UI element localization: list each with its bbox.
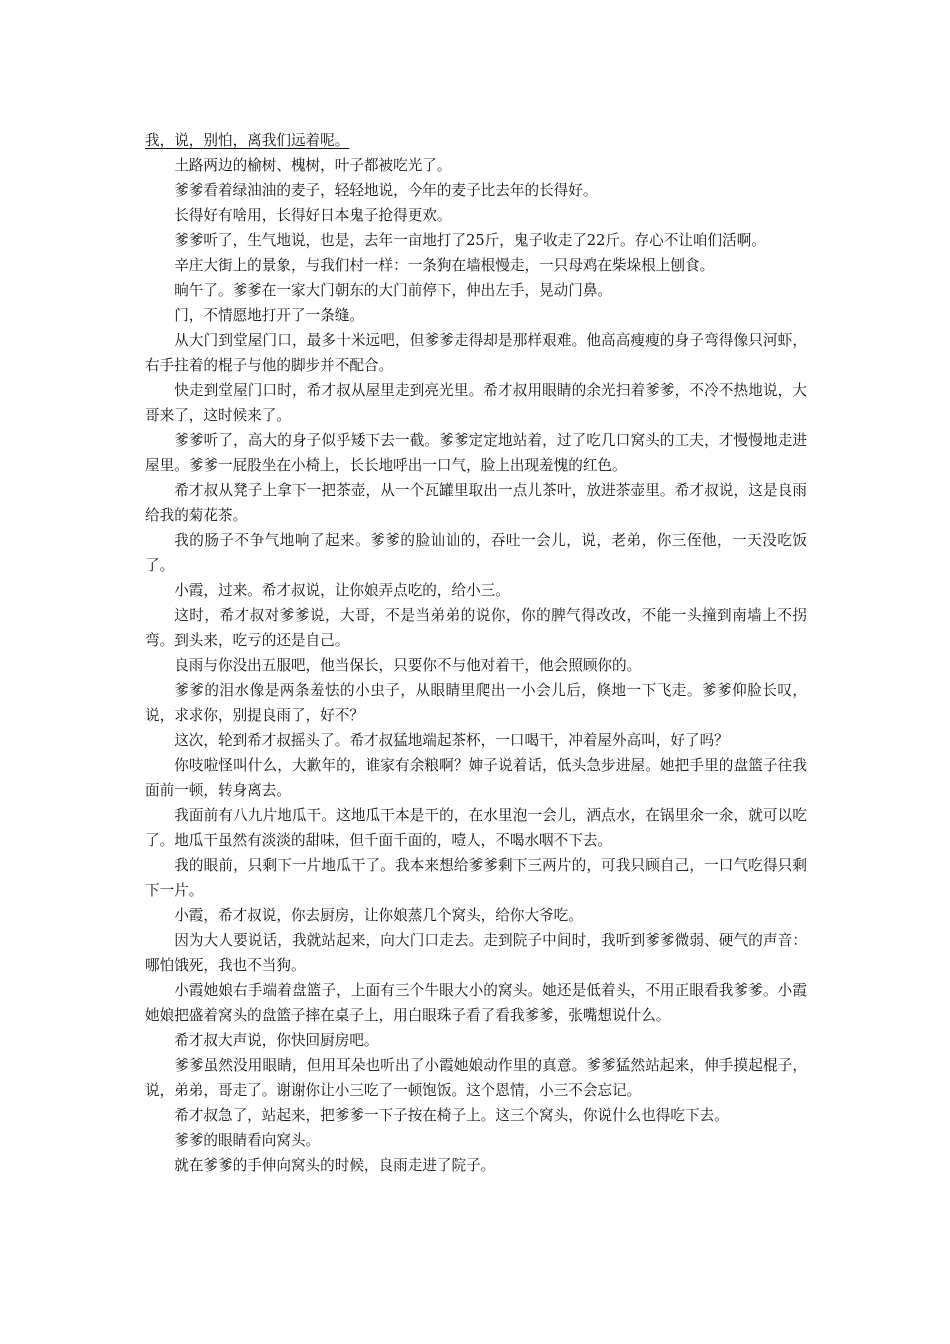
paragraph-5: 爹爹听了，生气地说，也是，去年一亩地打了25斤，鬼子收走了22斤。存心不让咱们活啊。 [174,232,766,249]
paragraph-1-text: 我，说，别怕，离我们远着呢。 [145,132,350,149]
paragraph-7: 晌午了。爹爹在一家大门朝东的大门前停下，伸出左手，晃动门鼻。 [174,282,613,299]
paragraph-26: 爹爹虽然没用眼睛，但用耳朵也听出了小霞她娘动作里的真意。爹爹猛然站起来，伸手摸起棍子，说，弟弟，哥走了。谢谢你让小三吃了一顿饱饭。这个恩情，小三不会忘记。 [145,1057,807,1099]
paragraph-8: 门，不情愿地打开了一条缝。 [174,307,364,324]
document-body [145,128,807,1178]
paragraph-9: 从大门到堂屋门口，最多十米远吧，但爹爹走得却是那样艰难。他高高瘦瘦的身子弯得像只河虾，右手拄着的棍子与他的脚步并不配合。 [145,332,807,374]
paragraph-4: 长得好有啥用，长得好日本鬼子抢得更欢。 [174,207,452,224]
paragraph-27: 希才叔急了，站起来，把爹爹一下子按在椅子上。这三个窝头，你说什么也得吃下去。 [174,1107,729,1124]
paragraph-20: 我面前有八九片地瓜干。这地瓜干本是干的，在水里泡一会儿，洒点水，在锅里氽一氽，就可以吃了。地瓜干虽然有淡淡的甜味，但千面千面的，噎人，不喝水咽不下去。 [145,807,807,849]
paragraph-19: 你吱啦怪叫什么，大歉年的，谁家有余粮啊？婶子说着话，低头急步进屋。她把手里的盘篮子往我面前一顿，转身离去。 [145,757,807,799]
paragraph-21: 我的眼前，只剩下一片地瓜干了。我本来想给爹爹剩下三两片的，可我只顾自己，一口气吃得只剩下一片。 [145,857,807,899]
paragraph-17: 爹爹的泪水像是两条羞怯的小虫子，从眼睛里爬出一小会儿后，倏地一下飞走。爹爹仰脸长叹，说，求求你，别提良雨了，好不？ [145,682,807,724]
paragraph-22: 小霞，希才叔说，你去厨房，让你娘蒸几个窝头，给你大爷吃。 [174,907,583,924]
paragraph-16: 良雨与你没出五服吧，他当保长，只要你不与他对着干，他会照顾你的。 [174,657,642,674]
paragraph-23: 因为大人要说话，我就站起来，向大门口走去。走到院子中间时，我听到爹爹微弱、硬气的声音：哪怕饿死，我也不当狗。 [145,932,807,974]
paragraph-25: 希才叔大声说，你快回厨房吧。 [174,1032,379,1049]
paragraph-3: 爹爹看着绿油油的麦子，轻轻地说，今年的麦子比去年的长得好。 [174,182,598,199]
paragraph-24: 小霞她娘右手端着盘篮子，上面有三个牛眼大小的窝头。她还是低着头，不用正眼看我爹爹。小霞她娘把盛着窝头的盘篮子摔在桌子上，用白眼珠子看了看我爹爹，张嘴想说什么。 [145,982,807,1024]
paragraph-12: 希才叔从凳子上拿下一把茶壶，从一个瓦罐里取出一点儿茶叶，放进茶壶里。希才叔说，这是良雨给我的菊花茶。 [145,482,807,524]
paragraph-18: 这次，轮到希才叔摇头了。希才叔猛地端起茶杯，一口喝干，冲着屋外高叫，好了吗？ [174,732,729,749]
paragraph-1 [145,128,807,153]
paragraph-29: 就在爹爹的手伸向窝头的时候，良雨走进了院子。 [174,1157,496,1174]
paragraph-10: 快走到堂屋门口时，希才叔从屋里走到亮光里。希才叔用眼睛的余光扫着爹爹，不冷不热地说，大哥来了，这时候来了。 [145,382,807,424]
paragraph-28: 爹爹的眼睛看向窝头。 [174,1132,321,1149]
paragraph-13: 我的肠子不争气地响了起来。爹爹的脸讪讪的，吞吐一会儿，说，老弟，你三侄他，一天没吃饭了。 [145,532,807,574]
paragraph-15: 这时，希才叔对爹爹说，大哥，不是当弟弟的说你，你的脾气得改改，不能一头撞到南墙上不拐弯。到头来，吃亏的还是自己。 [145,607,807,649]
paragraph-6: 辛庄大街上的景象，与我们村一样：一条狗在墙根慢走，一只母鸡在柴垛根上刨食。 [174,257,715,274]
paragraph-2: 土路两边的榆树、槐树，叶子都被吃光了。 [174,157,452,174]
paragraph-14: 小霞，过来。希才叔说，让你娘弄点吃的，给小三。 [174,582,510,599]
paragraph-11: 爹爹听了，高大的身子似乎矮下去一截。爹爹定定地站着，过了吃几口窝头的工夫，才慢慢地走进屋里。爹爹一屁股坐在小椅上，长长地呼出一口气，脸上出现羞愧的红色。 [145,432,807,474]
